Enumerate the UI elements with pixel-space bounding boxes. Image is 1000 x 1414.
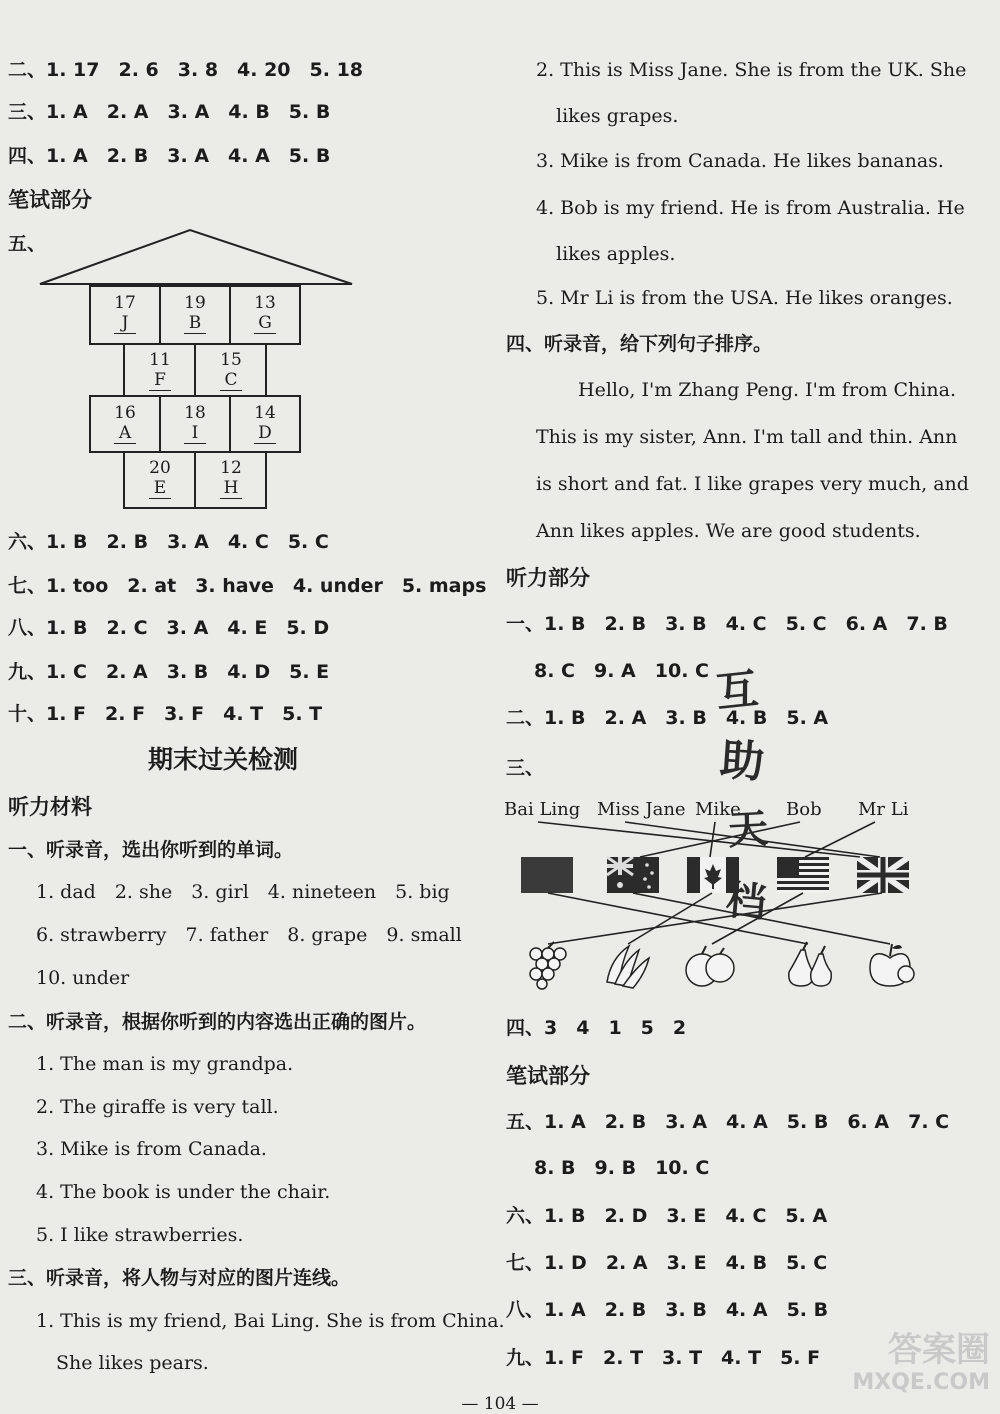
answer-row-7: 七、1. too 2. at 3. have 4. under 5. maps	[8, 575, 487, 597]
answer-row-7: 七、1. D 2. A 3. E 4. B 5. C	[506, 1252, 828, 1274]
final-test-title: 期末过关检测	[148, 745, 299, 774]
house-cell: 13 G	[254, 293, 276, 333]
person-name: Bai Ling	[504, 799, 581, 820]
part1-words-line3: 10. under	[36, 967, 130, 989]
part4-heading: 四、听录音，给下列句子排序。	[506, 333, 773, 355]
answer-row-9: 九、1. F 2. T 3. T 4. T 5. F	[506, 1347, 821, 1369]
part3-line2: She likes pears.	[56, 1352, 209, 1374]
page-number: — 104 —	[461, 1394, 539, 1414]
answer-row-3-label: 三、	[506, 757, 545, 779]
listening-item-4-cont: likes apples.	[556, 243, 676, 265]
part1-words-line1: 1. dad 2. she 3. girl 4. nineteen 5. big	[36, 881, 450, 903]
house-cell: 11 F	[149, 350, 171, 390]
person-name: Mr Li	[858, 799, 909, 820]
part2-heading: 二、听录音，根据你听到的内容选出正确的图片。	[8, 1011, 427, 1033]
answer-row-3: 三、1. A 2. A 3. A 4. B 5. B	[8, 101, 331, 123]
answer-row-8: 八、1. B 2. C 3. A 4. E 5. D	[8, 617, 330, 639]
house-cell: 12 H	[220, 458, 242, 498]
house-cell: 14 D	[254, 403, 276, 443]
house-cell: 15 C	[220, 350, 242, 390]
answer-row-5: 五、1. A 2. B 3. A 4. A 5. B 6. A 7. C	[506, 1111, 950, 1133]
house-cell: 18 I	[184, 403, 206, 443]
listening-part-heading: 听力部分	[506, 566, 590, 590]
handwriting-char: 助	[718, 734, 766, 789]
answer-row-6: 六、1. B 2. D 3. E 4. C 5. A	[506, 1205, 828, 1227]
listening-material-heading: 听力材料	[8, 795, 92, 819]
house-cell: 20 E	[149, 458, 171, 498]
person-name: Miss Jane	[597, 799, 686, 820]
answer-row-1: 一、1. B 2. B 3. B 4. C 5. C 6. A 7. B	[506, 613, 948, 635]
part2-item: 1. The man is my grandpa.	[36, 1053, 294, 1075]
answer-row-2: 二、1. 17 2. 6 3. 8 4. 20 5. 18	[8, 59, 364, 81]
part1-heading: 一、听录音，选出你听到的单词。	[8, 839, 294, 861]
listening-item-3: 3. Mike is from Canada. He likes bananas.	[536, 150, 944, 172]
listening-item-5: 5. Mr Li is from the USA. He likes oranges.	[536, 287, 953, 309]
answer-row-2: 二、1. B 2. A 3. B 4. B 5. A	[506, 707, 829, 729]
person-name: Bob	[786, 799, 822, 820]
written-part-heading: 笔试部分	[506, 1064, 590, 1088]
answer-row-5-cont: 8. B 9. B 10. C	[534, 1157, 710, 1179]
part2-item: 4. The book is under the chair.	[36, 1181, 331, 1203]
listening-item-4: 4. Bob is my friend. He is from Australia. He	[536, 197, 965, 219]
part3-heading: 三、听录音，将人物与对应的图片连线。	[8, 1267, 351, 1289]
part2-item: 2. The giraffe is very tall.	[36, 1096, 279, 1118]
handwriting-char: 互	[713, 663, 761, 718]
person-name: Mike	[695, 799, 741, 820]
house-cell: 17 J	[114, 293, 136, 333]
answer-row-6: 六、1. B 2. B 3. A 4. C 5. C	[8, 531, 329, 553]
part3-line1: 1. This is my friend, Bai Ling. She is from China.	[36, 1310, 505, 1332]
answer-row-8: 八、1. A 2. B 3. B 4. A 5. B	[506, 1299, 829, 1321]
handwriting-char: 档	[724, 877, 768, 927]
answer-row-4: 四、3 4 1 5 2	[506, 1017, 687, 1039]
answer-row-4: 四、1. A 2. B 3. A 4. A 5. B	[8, 145, 331, 167]
listening-item-2-cont: likes grapes.	[556, 105, 679, 127]
part2-item: 3. Mike is from Canada.	[36, 1138, 267, 1160]
q5-label: 五、	[8, 233, 47, 255]
answer-row-10: 十、1. F 2. F 3. F 4. T 5. T	[8, 703, 323, 725]
watermark-logo: 答案圈 MXQE.COM	[852, 1330, 990, 1395]
answer-row-9: 九、1. C 2. A 3. B 4. D 5. E	[8, 661, 330, 683]
answer-row-1-cont: 8. C 9. A 10. C	[534, 660, 709, 682]
paragraph-line: This is my sister, Ann. I'm tall and thin. Ann	[536, 426, 958, 448]
house-cell: 16 A	[114, 403, 136, 443]
written-heading: 笔试部分	[8, 188, 92, 212]
house-cell: 19 B	[184, 293, 206, 333]
paragraph-line: Hello, I'm Zhang Peng. I'm from China.	[578, 379, 956, 401]
part1-words-line2: 6. strawberry 7. father 8. grape 9. small	[36, 924, 462, 946]
handwriting-char: 天	[726, 805, 770, 855]
paragraph-line: is short and fat. I like grapes very much, and	[536, 473, 969, 495]
listening-item-2: 2. This is Miss Jane. She is from the UK. She	[536, 59, 967, 81]
part2-item: 5. I like strawberries.	[36, 1224, 244, 1246]
paragraph-line: Ann likes apples. We are good students.	[536, 520, 921, 542]
